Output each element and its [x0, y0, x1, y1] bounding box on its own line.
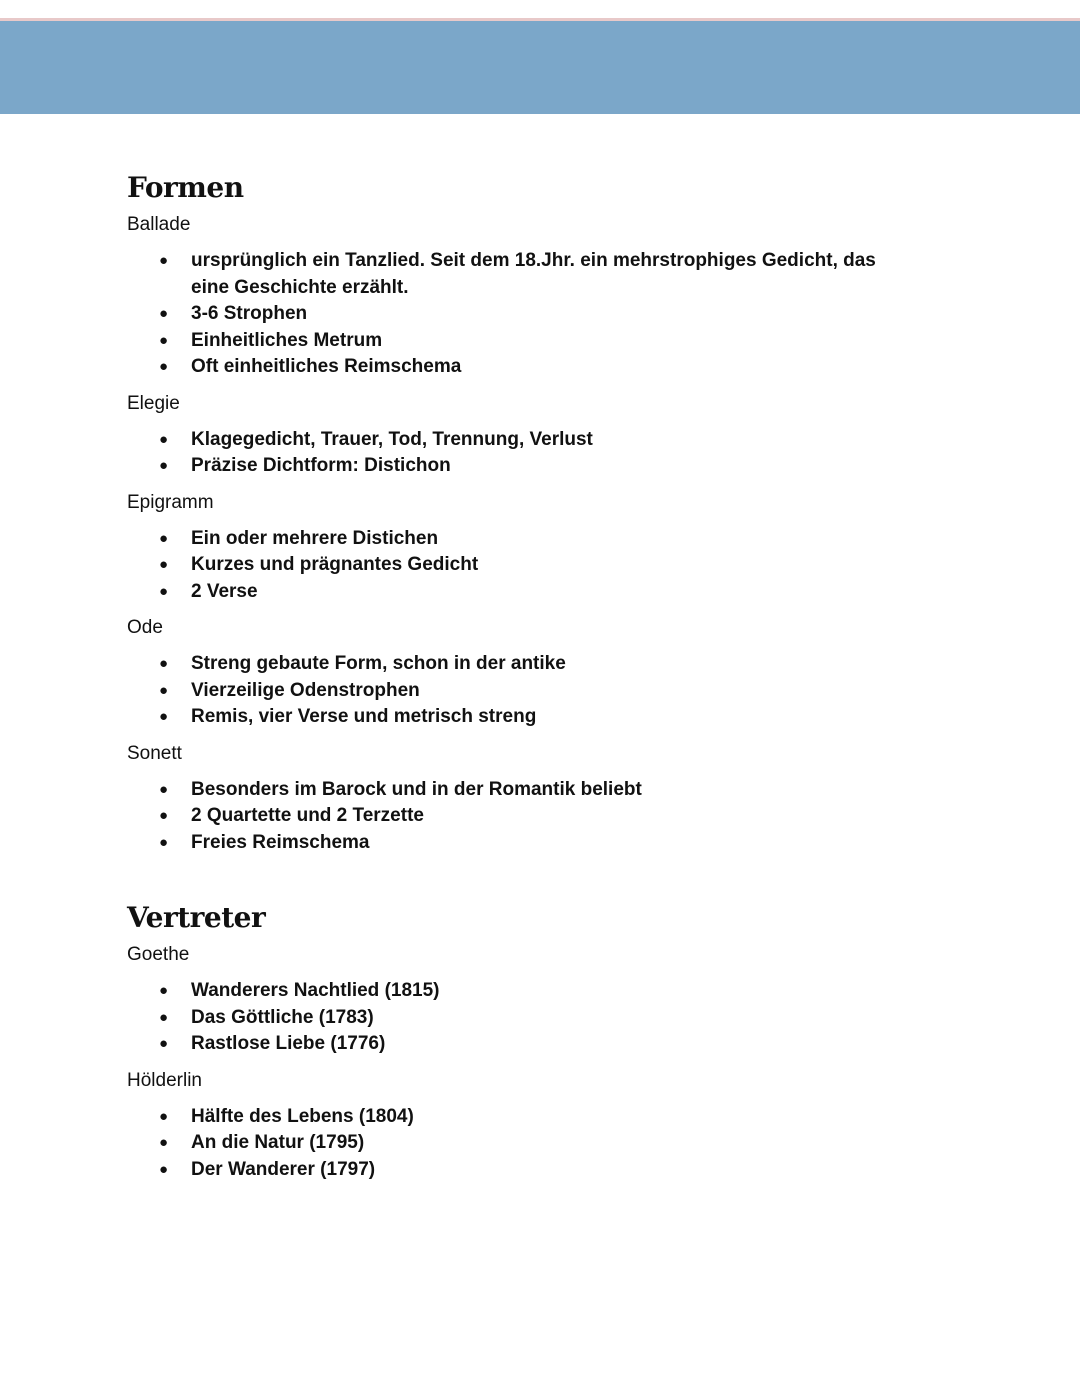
list-item: ● Vierzeilige Odenstrophen [127, 678, 891, 705]
bullet-list [127, 526, 1027, 606]
bullet-icon: ● [159, 252, 169, 269]
group-goethe [127, 942, 1027, 1058]
list-item: ● Wanderers Nachtlied (1815) [127, 978, 891, 1005]
bullet-list [127, 777, 1027, 857]
bullet-icon: ● [159, 1160, 169, 1178]
header-banner [0, 21, 1080, 114]
group-epigramm [127, 490, 1027, 606]
group-ballade [127, 212, 1027, 381]
group-ode [127, 615, 1027, 731]
group-title: Ballade [127, 214, 191, 235]
bullet-list [127, 248, 1027, 381]
list-item: ● Kurzes und prägnantes Gedicht [127, 552, 891, 579]
group-sonett [127, 741, 1027, 857]
bullet-list [127, 427, 1027, 480]
list-item: ● 3-6 Strophen [127, 301, 891, 328]
bullet-icon: ● [159, 982, 169, 999]
group-elegie [127, 391, 1027, 480]
list-item: ● Remis, vier Verse und metrisch streng [127, 704, 891, 731]
list-item: ● Oft einheitliches Reimschema [127, 354, 891, 381]
bullet-icon: ● [159, 807, 169, 824]
group-title: Sonett [127, 742, 182, 764]
bullet-icon: ● [159, 457, 169, 474]
list-item: ● Präzise Dichtform: Distichon [127, 453, 891, 480]
bullet-icon: ● [159, 655, 169, 672]
list-item: ● Streng gebaute Form, schon in der antike [127, 651, 891, 678]
section-title-formen: Formen [127, 171, 244, 204]
list-item: ● Hälfte des Lebens (1804) [127, 1104, 891, 1131]
bullet-icon: ● [159, 1107, 169, 1125]
list-item: ● Klagegedicht, Trauer, Tod, Trennung, Verlust [127, 427, 891, 454]
group-title: Elegie [127, 392, 180, 414]
list-item: ● Rastlose Liebe (1776) [127, 1031, 891, 1058]
bullet-icon: ● [159, 833, 169, 851]
list-item: ● Besonders im Barock und in der Romantik beliebt [127, 777, 891, 804]
list-item: ● Der Wanderer (1797) [127, 1157, 891, 1184]
bullet-icon: ● [159, 331, 169, 349]
list-item: ● Einheitliches Metrum [127, 328, 891, 355]
bullet-icon: ● [159, 1008, 169, 1026]
section-spacer [127, 866, 1027, 896]
section-title-vertreter: Vertreter [127, 901, 266, 934]
bullet-list [127, 651, 1027, 731]
bullet-icon: ● [159, 430, 169, 448]
group-title: Ode [127, 617, 163, 638]
bullet-list [127, 978, 1027, 1058]
group-title: Goethe [127, 944, 190, 965]
bullet-icon: ● [159, 556, 169, 573]
bullet-icon: ● [159, 780, 169, 798]
document-body [127, 166, 1027, 1193]
list-item: ● An die Natur (1795) [127, 1130, 891, 1157]
bullet-icon: ● [159, 708, 169, 725]
list-item: ● Ein oder mehrere Distichen [127, 526, 891, 553]
bullet-list [127, 1104, 1027, 1184]
bullet-icon: ● [159, 1035, 169, 1052]
list-item: ● Das Göttliche (1783) [127, 1005, 891, 1032]
list-item: ● 2 Verse [127, 579, 891, 606]
group-title: Hölderlin [127, 1069, 202, 1091]
bullet-icon: ● [159, 582, 169, 600]
bullet-icon: ● [159, 305, 169, 322]
bullet-icon: ● [159, 358, 169, 375]
list-item: ● ursprünglich ein Tanzlied. Seit dem 18.Jhr. ein mehrstrophiges Gedicht, das eine Geschichte erzählt. [159, 250, 876, 298]
group-hoelderlin [127, 1068, 1027, 1184]
bullet-icon: ● [159, 529, 169, 547]
list-item: ● Freies Reimschema [127, 830, 891, 857]
bullet-icon: ● [159, 681, 169, 699]
list-item: ● 2 Quartette und 2 Terzette [127, 803, 891, 830]
group-title: Epigramm [127, 491, 214, 513]
bullet-icon: ● [159, 1134, 169, 1151]
